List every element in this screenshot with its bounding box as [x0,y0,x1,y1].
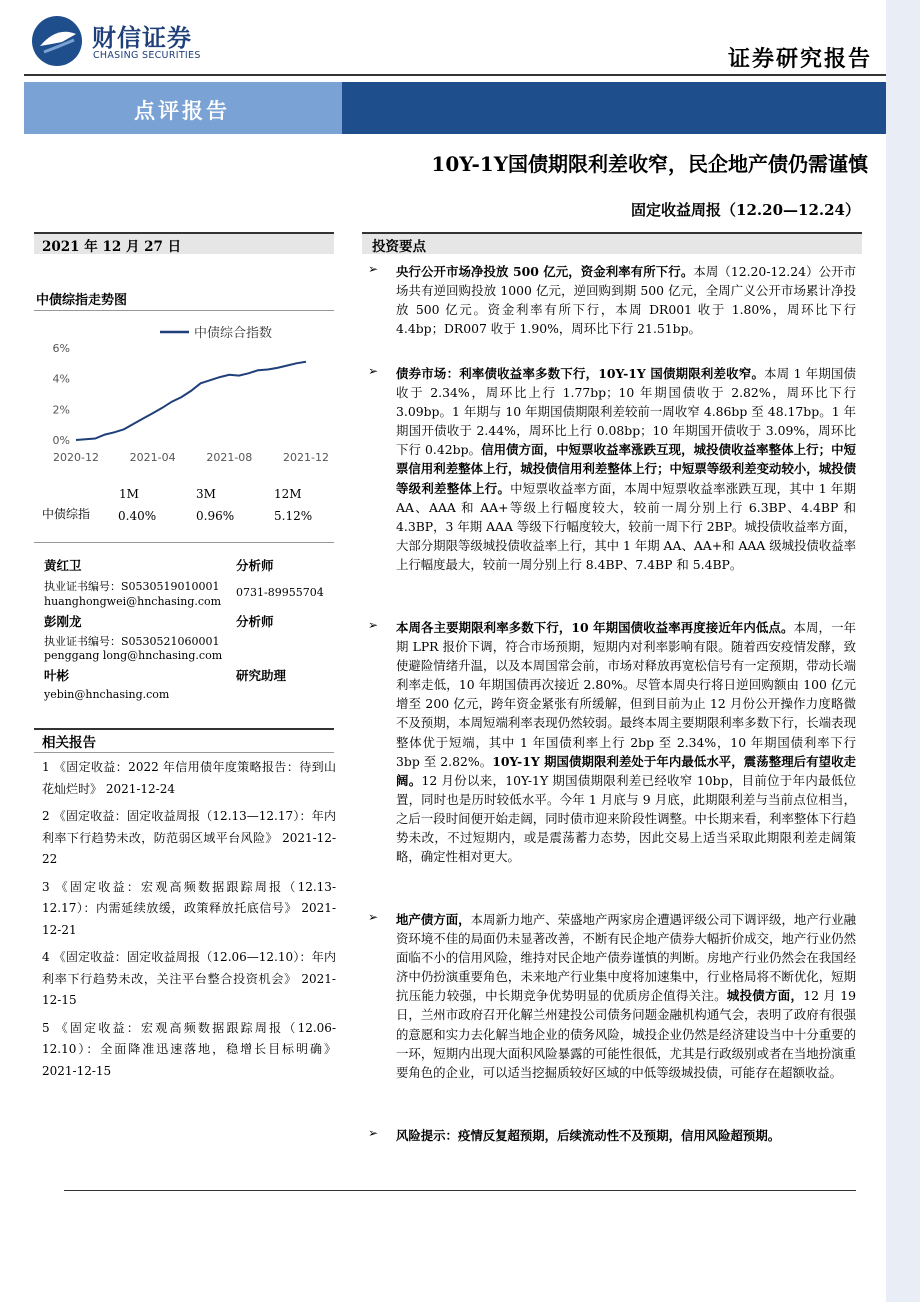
analyst-role: 研究助理 [236,668,287,683]
divider [34,752,334,753]
bullet-icon: ➢ [368,262,379,276]
perf-table [34,484,334,534]
related-report-link[interactable]: 1 《固定收益：2022 年信用债年度策略报告：待到山花灿烂时》 2021-12-24 [42,760,336,796]
company-name-en: CHASING SECURITIES [93,50,201,61]
key-point-1 [368,262,856,338]
analyst-email[interactable]: huanghongwei@hnchasing.com [44,595,222,608]
key-point-bold: 风险提示：疫情反复超预期，后续流动性不及预期，信用风险超预期。 [396,1128,781,1143]
key-point-3 [368,618,856,866]
x-tick-label: 2021-04 [129,451,176,464]
y-tick-label: 6% [52,342,70,355]
analyst-email[interactable]: penggang long@hnchasing.com [44,649,223,662]
bullet-icon: ➢ [368,1126,379,1140]
key-point-text: 本周（12.20-12.24）公开市场共有逆回购投放 1000 亿元，逆回购到期 500 亿元，全周广义公开市场累计净投放 500 亿元。资金利率有所下行，本周 DR001 收于 1.80%，周环比下行 4.4bp；DR007 收于 1.90%，周环比下行 21.51bp。 [396,264,856,337]
perf-header: 12M [274,487,302,501]
footer-divider [64,1190,856,1191]
key-point-bold: 央行公开市场净投放 500 亿元，资金利率有所下行。 [396,264,694,279]
x-tick-label: 2021-08 [206,451,253,464]
analyst-name: 彭刚龙 [44,614,82,629]
key-point-text: 中短票收益率方面，本周中短票收益率涨跌互现，其中 1 年期 AA、AAA 和 AA+等级上行幅度较大，较前一周分别上行 6.3BP、4.4BP 和 4.3BP，3 年期 AAA 等级下行幅度较大，较前一周下行 2BP。城投债收益率方面，大部分期限等级城投债收益率上行，其中 1 年期 AA、AA+和 AAA 级城投债收益率上行幅度最大，较前一周分别上行 8.4BP、7.4BP 和 5.4BP。 [396,480,856,572]
related-report-link[interactable]: 3 《固定收益：宏观高频数据跟踪周报（12.13-12.17）：内需延续放缓，政策释放托底信号》 2021-12-21 [42,879,336,937]
key-points-heading: 投资要点 [372,239,426,255]
related-list [42,757,336,1082]
y-tick-label: 2% [52,403,70,417]
x-tick-label: 2021-12 [283,451,329,464]
analyst-block [44,552,334,712]
chart-heading: 中债综指走势图 [36,293,128,308]
perf-header: 3M [196,487,216,501]
page-title: 10Y-1Y国债期限利差收窄，民企地产债仍需谨慎 [431,152,868,176]
perf-value: 5.12% [274,509,313,523]
report-type: 证券研究报告 [727,46,872,72]
key-point-text: 本周，一年期 LPR 报价下调，符合市场预期，短期内对利率影响有限。随着西安疫情发酵，致使避险情绪升温，以及本周国常会前，市场对释放再宽松信号有一定预期，带动长端利率走低，10 年期国债再次接近 2.80%。尽管本周央行将日逆回购额由 100 亿元增至 200 亿元，跨年资金紧张有所缓解，但到目前为止 12 月份公开操作力度略微不及预期，本周短端利率表现仍然较弱。最终本周主要期限利率多数下行，长端表现整体优于短端，其中 1 年国债利率上行 2bp 至 2.34%，10 年期国债利率下行 3bp 至 2.82%。 [396,620,856,769]
key-point-5 [368,1126,856,1145]
perf-value: 0.96% [196,509,235,523]
analyst-phone: 0731-89955704 [236,586,324,599]
bullet-icon: ➢ [368,618,379,632]
perf-value: 0.40% [118,509,157,523]
analyst-role: 分析师 [236,558,274,573]
x-tick-label: 2020-12 [53,451,99,464]
band-right [342,82,886,134]
key-point-bold: 地产债方面， [396,912,471,927]
key-point-bold: 城投债方面， [726,988,804,1004]
key-point-bold: 债券市场：利率债收益率多数下行，10Y-1Y 国债期限利差收窄。 [396,366,765,381]
key-point-text: 12 月份以来，10Y-1Y 期国债期限利差已经收窄 10bp，目前位于年内最低位置，同时也是历时较低水平。今年 1 月底与 9 月底，此期限利差与当前点位相当，之后一段时间便开始走阔，同时债市迎来阶段性调整。中长期来看，利率整体下行趋势未改，不过短期内，或是震荡蓄力态势，因此交易上适当采取此期限利差走阔策略，确定性相对更大。 [396,772,857,865]
band-label: 点评报告 [134,98,230,123]
perf-header: 1M [119,487,139,501]
analyst-email[interactable]: yebin@hnchasing.com [44,688,170,701]
key-point-bold: 10Y-1Y 期国债期限利差处于年内最低水平，震荡整理后有望收走阔。 [396,753,856,788]
key-point-text: 12 月 19 日，兰州市政府召开化解兰州建投公司债务问题金融机构通气会，表明了政府有很强的意愿和实力去化解当地企业的债务风险，城投企业仍然是经济建设当中十分重要的一环，短期内出现大面积风险暴露的可能性很低，尤其是行政级别或者在当地扮演重要角色的企业，可以适当挖掘质较好区域的中低等级城投债，可能存在超额收益。 [396,988,857,1080]
index-chart [34,318,334,470]
analyst-cert: 执业证书编号：S0530521060001 [44,635,220,648]
analyst-name: 黄红卫 [44,558,82,573]
key-point-bold: 信用债方面，中短票收益率涨跌互现，城投债收益率整体上行；中短票信用利差整体上行，城投债信用利差整体上行；中短票等级利差变动较小，城投债等级利差整体上行。 [396,442,856,496]
key-point-bold: 本周各主要期限利率多数下行，10 年期国债收益率再度接近年内低点。 [396,620,794,635]
analyst-name: 叶彬 [44,668,70,683]
y-tick-label: 0% [52,434,70,447]
key-point-4 [368,910,856,1082]
analyst-role: 分析师 [236,614,274,629]
page-subtitle: 固定收益周报（12.20—12.24） [631,201,860,219]
logo-icon [32,16,82,66]
related-heading: 相关报告 [42,735,96,751]
bullet-icon: ➢ [368,910,379,924]
perf-row-label: 中债综指 [42,507,91,521]
series-line [76,362,306,440]
right-decor-strip [886,0,920,1302]
header-divider [24,74,886,76]
key-points-bar [362,232,862,254]
key-point-text: 本周 1 年期国债收于 2.34%，周环比上行 1.77bp；10 年期国债收于 2.82%，周环比下行 3.09bp。1 年期与 10 年期国债期限利差较前一周收窄 4.86bp 至 48.17bp。1 年期国开债收于 2.44%，周环比上行 0.08bp；10 年期国开债收于 3.09%，周环比下行 0.42bp。 [396,366,857,458]
key-point-text: 本周新力地产、荣盛地产两家房企遭遇评级公司下调评级，地产行业融资环境不佳的局面仍未显著改善，不断有民企地产债券大幅折价成交，地产行业仍然面临不小的信用风险，维持对民企地产债券谨慎的判断。房地产行业仍然会在我国经济中仍扮演重要角色，未来地产行业集中度将加速集中，行业格局将不断优化，短期抗压能力较强，中长期竞争优势明显的优质房企值得关注。 [396,912,857,1004]
legend-label: 中债综合指数 [194,326,273,341]
divider [34,310,334,311]
bullet-icon: ➢ [368,364,379,378]
company-name-cn: 财信证券 [92,24,192,52]
y-tick-label: 4% [52,372,70,386]
related-report-link[interactable]: 4 《固定收益：固定收益周报（12.06—12.10）：年内利率下行趋势未改，关注平台整合投资机会》 2021-12-15 [42,950,336,1007]
key-point-2 [368,364,856,574]
related-report-link[interactable]: 2 《固定收益：固定收益周报（12.13—12.17）：年内利率下行趋势未改，防范弱区域平台风险》 2021-12-22 [42,809,336,866]
divider [34,542,334,543]
report-date: 2021 年 12 月 27 日 [42,239,182,255]
related-report-link[interactable]: 5 《固定收益：宏观高频数据跟踪周报（12.06-12.10）：全面降准迅速落地，稳增长目标明确》 2021-12-15 [42,1020,336,1078]
analyst-cert: 执业证书编号：S0530519010001 [44,580,220,593]
